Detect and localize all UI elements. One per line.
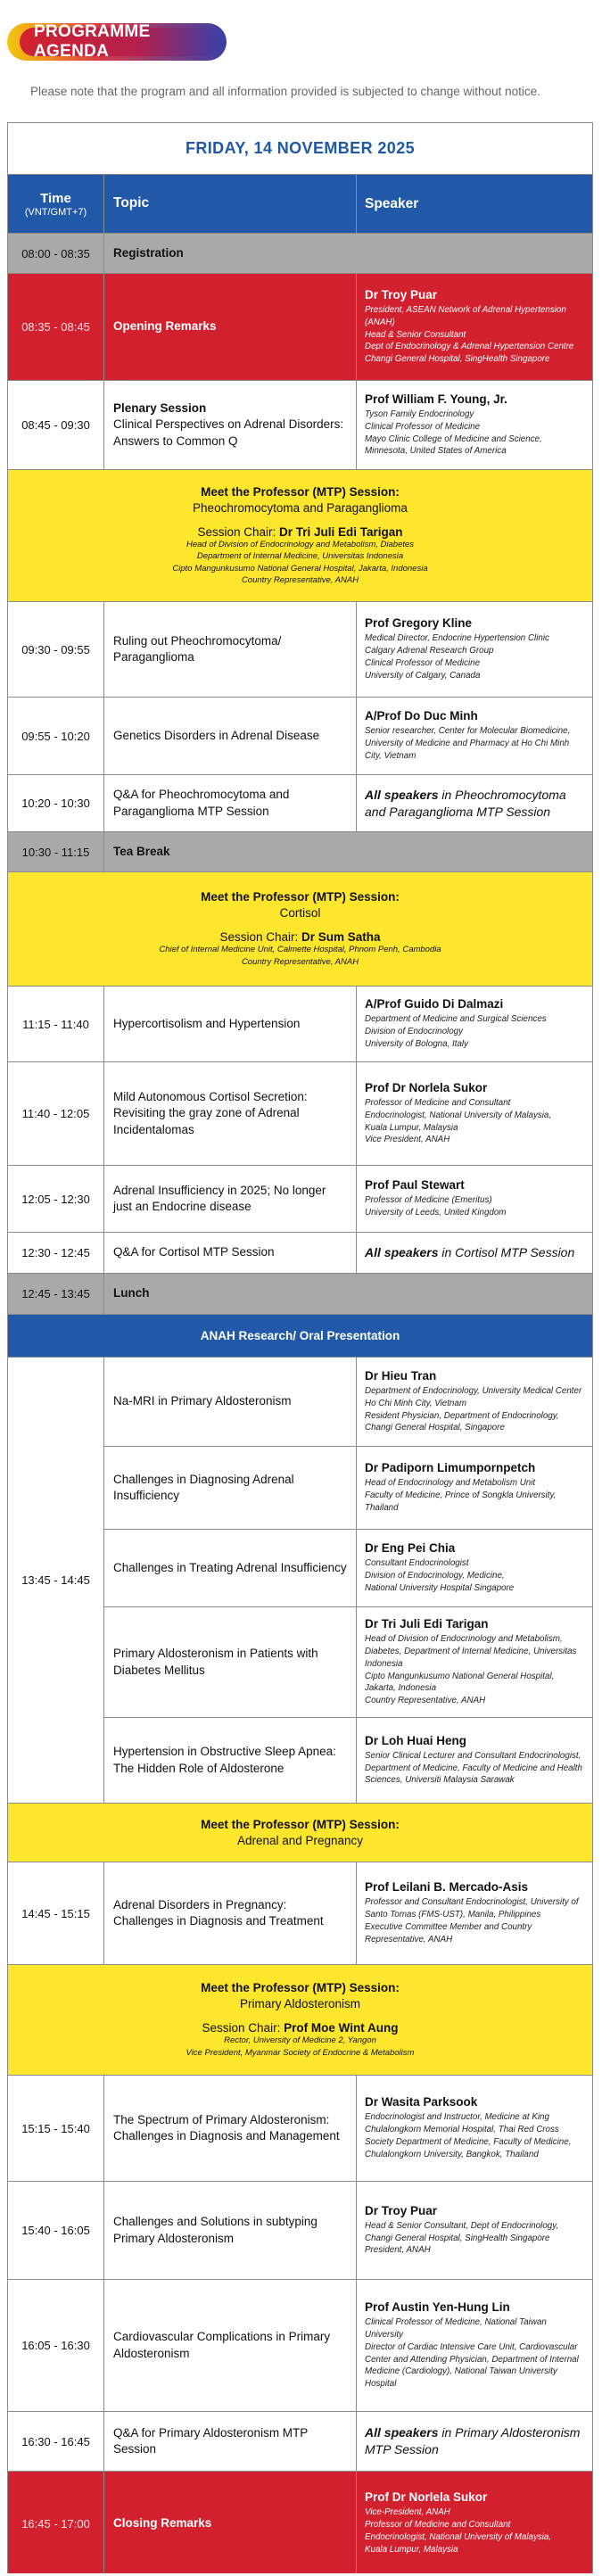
speaker-name: Dr Troy Puar [365,2203,438,2217]
mtp-session-banner: Meet the Professor (MTP) Session: Cortisol Session Chair: Dr Sum Satha Chief of Internal Medicine Unit, Calmette Hospital, Phnom Penh, Cambodia Country Representative, ANAH [8,872,592,987]
session-time: 13:45 - 14:45 [8,1358,104,1804]
session-topic: Genetics Disorders in Adrenal Disease [104,698,357,774]
research-item [104,1530,592,1607]
session-time: 08:00 - 08:35 [8,234,104,273]
time-column-header: Time (VNT/GMT+7) [8,175,104,233]
speaker-info: Dr Tri Juli Edi Tarigan Head of Division of Endocrinology and Metabolism, Diabetes, Department of Internal Medicine, Universitas Indonesia Cipto Mangunkusumo National General Hospital, Jakarta, Indonesia Country Representative, ANAH [357,1607,592,1717]
speaker-info: Prof Dr Norlela Sukor Professor of Medicine and Consultant Endocrinologist, National University of Malaysia, Kuala Lumpur, Malaysia Vice President, ANAH [357,1062,592,1165]
speaker-info: Prof Austin Yen-Hung Lin Clinical Professor of Medicine, National Taiwan University Director of Cardiac Intensive Care Unit, Cardiovascular Center and Attending Physician, Department of Internal Medicine (Cardiology), National Taiwan University Hospital [357,2280,592,2411]
session-time: 08:35 - 08:45 [8,274,104,380]
agenda-title-badge [7,23,227,61]
session-topic: Challenges and Solutions in subtyping Primary Aldosteronism [104,2182,357,2279]
speaker-info: Prof Paul Stewart Professor of Medicine (Emeritus) University of Leeds, United Kingdom [357,1166,592,1232]
tea-break-row [8,832,592,872]
speaker-info: A/Prof Guido Di Dalmazi Department of Medicine and Surgical Sciences Division of Endocrinology University of Bologna, Italy [357,987,592,1061]
session-time: 14:45 - 15:15 [8,1862,104,1964]
session-time: 10:20 - 10:30 [8,775,104,831]
session-row [8,2280,592,2412]
session-topic: Challenges in Treating Adrenal Insufficiency [104,1530,357,1606]
research-item [104,1358,592,1447]
speaker-name: Prof William F. Young, Jr. [365,392,507,406]
session-time: 09:55 - 10:20 [8,698,104,774]
speaker-info: Prof Leilani B. Mercado-Asis Professor and Consultant Endocrinologist, University of Santo Tomas (FMS-UST), Manila, Philippines Executive Committee Member and Country Representative, ANAH [357,1862,592,1964]
speaker-name: Dr Eng Pei Chia [365,1541,456,1556]
session-row [8,2182,592,2280]
session-row [8,1166,592,1233]
agenda-table [7,122,593,2573]
speaker-info: Dr Padiporn Limumpornpetch Head of Endocrinology and Metabolism Unit Faculty of Medicine, Prince of Songkla University, Thailand [357,1447,592,1529]
session-row [8,698,592,775]
speaker-name: A/Prof Guido Di Dalmazi [365,997,504,1011]
session-topic: Plenary Session Clinical Perspectives on Adrenal Disorders: Answers to Common Q [104,381,357,469]
mtp-session-banner: Meet the Professor (MTP) Session: Pheochromocytoma and Paraganglioma Session Chair: Dr Tri Juli Edi Tarigan Head of Division of Endocrinology and Metabolism, Diabetes Department of Internal Medicine, Universitas Indonesia Cipto Mangunkusumo National General Hospital, Jakarta, Indonesia Country Representative, ANAH [8,470,592,602]
speaker-info: All speakers in Primary Aldosteronism MTP Session [365,2425,581,2456]
speaker-info: Dr Loh Huai Heng Senior Clinical Lecturer and Consultant Endocrinologist, Department of Medicine, Faculty of Medicine and Health Sciences, Universiti Malaysia Sarawak [357,1718,592,1803]
session-topic: Ruling out Pheochromocytoma/ Paraganglioma [104,602,357,697]
session-time: 08:45 - 09:30 [8,381,104,469]
speaker-name: Prof Dr Norlela Sukor [365,2490,488,2505]
mtp-session-banner: Meet the Professor (MTP) Session: Primary Aldosteronism Session Chair: Prof Moe Wint Aung Rector, University of Medicine 2, Yangon Vice President, Myanmar Society of Endocrine & Metabolism [8,1965,592,2076]
speaker-name: Dr Wasita Parksook [365,2095,478,2110]
session-topic: Adrenal Disorders in Pregnancy: Challenges in Diagnosis and Treatment [104,1862,357,1964]
session-time: 15:15 - 15:40 [8,2076,104,2181]
session-topic: Hypertension in Obstructive Sleep Apnea: The Hidden Role of Aldosterone [104,1718,357,1803]
session-topic: Adrenal Insufficiency in 2025; No longer just an Endocrine disease [104,1166,357,1232]
speaker-info: Prof Dr Norlela Sukor Vice-President, ANAH Professor of Medicine and Consultant Endocrinologist, National University of Malaysia, Kuala Lumpur, Malaysia [357,2472,592,2573]
speaker-info: All speakers in Pheochromocytoma and Paraganglioma MTP Session [365,787,566,819]
speaker-name: Dr Tri Juli Edi Tarigan [365,1616,489,1631]
speaker-info: Prof William F. Young, Jr. Tyson Family Endocrinology Clinical Professor of Medicine Mayo Clinic College of Medicine and Science, Minnesota, United States of America [357,381,592,469]
day-title: FRIDAY, 14 NOVEMBER 2025 [8,123,592,175]
session-time: 11:40 - 12:05 [8,1062,104,1165]
research-item [104,1718,592,1804]
speaker-info: Dr Hieu Tran Department of Endocrinology, University Medical Center Ho Chi Minh City, Vietnam Resident Physician, Department of Endocrinology, Changi General Hospital, Singapore [357,1358,592,1446]
session-topic: Registration [113,245,184,260]
lunch-row [8,1274,592,1315]
research-item [104,1447,592,1530]
table-header [8,175,592,234]
session-topic: Opening Remarks [104,274,357,380]
session-topic: Challenges in Diagnosing Adrenal Insufficiency [104,1447,357,1529]
qa-row [8,2412,592,2472]
speaker-name: Prof Gregory Kline [365,616,473,631]
session-time: 16:05 - 16:30 [8,2280,104,2411]
session-topic: Na-MRI in Primary Aldosteronism [104,1358,357,1446]
speaker-info: Dr Troy Puar Head & Senior Consultant, Dept of Endocrinology, Changi General Hospital, SingHealth Singapore President, ANAH [357,2182,592,2279]
session-topic: Primary Aldosteronism in Patients with Diabetes Mellitus [104,1607,357,1717]
mtp-session-banner: Meet the Professor (MTP) Session: Adrenal and Pregnancy [8,1804,592,1862]
speaker-info: Prof Gregory Kline Medical Director, Endocrine Hypertension Clinic Calgary Adrenal Research Group Clinical Professor of Medicine University of Calgary, Canada [357,602,592,697]
agenda-title: PROGRAMME AGENDA [20,28,219,56]
speaker-name: Prof Leilani B. Mercado-Asis [365,1880,529,1895]
plenary-row [8,381,592,470]
change-notice: Please note that the program and all information provided is subjected to change without notice. [30,85,540,98]
session-time: 16:30 - 16:45 [8,2412,104,2471]
session-topic: Q&A for Cortisol MTP Session [104,1233,357,1273]
qa-row [8,1233,592,1274]
session-row [8,1862,592,1965]
session-topic: Q&A for Primary Aldosteronism MTP Session [104,2412,357,2471]
speaker-column-header: Speaker [365,195,419,211]
session-topic: The Spectrum of Primary Aldosteronism: Challenges in Diagnosis and Management [104,2076,357,2181]
opening-remarks-row [8,274,592,381]
speaker-name: Dr Troy Puar [365,287,438,301]
speaker-name: Prof Paul Stewart [365,1178,465,1193]
session-time: 16:45 - 17:00 [8,2472,104,2573]
qa-row [8,775,592,832]
speaker-info: Dr Wasita Parksook Endocrinologist and Instructor, Medicine at King Chulalongkorn Memorial Hospital, Thai Red Cross Society Department of Medicine, Faculty of Medicine, Chulalongkorn University, Bangkok, Thailand [357,2076,592,2181]
session-topic: Lunch [113,1286,150,1300]
speaker-name: Prof Austin Yen-Hung Lin [365,2299,510,2314]
speaker-name: Dr Loh Huai Heng [365,1733,466,1747]
speaker-name: A/Prof Do Duc Minh [365,709,478,723]
speaker-name: Dr Hieu Tran [365,1368,437,1383]
research-session-banner: ANAH Research/ Oral Presentation [8,1315,592,1358]
session-time: 09:30 - 09:55 [8,602,104,697]
session-time: 12:45 - 13:45 [8,1274,104,1314]
speaker-info: A/Prof Do Duc Minh Senior researcher, Center for Molecular Biomedicine, University of Medicine and Pharmacy at Ho Chi Minh City, Vietnam [357,698,592,774]
session-topic: Cardiovascular Complications in Primary Aldosteronism [104,2280,357,2411]
speaker-info: Dr Troy Puar President, ASEAN Network of Adrenal Hypertension (ANAH) Head & Senior Consultant Dept of Endocrinology & Adrenal Hypertension Centre Changi General Hospital, SingHealth Singapore [357,274,592,380]
session-topic: Q&A for Pheochromocytoma and Paraganglioma MTP Session [104,775,357,831]
speaker-info: Dr Eng Pei Chia Consultant Endocrinologist Division of Endocrinology, Medicine, National University Hospital Singapore [357,1530,592,1606]
session-topic: Closing Remarks [104,2472,357,2573]
session-time: 11:15 - 11:40 [8,987,104,1061]
registration-row [8,234,592,274]
session-time: 12:30 - 12:45 [8,1233,104,1273]
research-item [104,1607,592,1718]
session-time: 10:30 - 11:15 [8,832,104,871]
topic-column-header: Topic [104,175,357,233]
session-topic: Tea Break [113,844,170,858]
session-row [8,2076,592,2182]
session-row [8,1062,592,1166]
session-row [8,602,592,698]
session-time: 15:40 - 16:05 [8,2182,104,2279]
session-time: 12:05 - 12:30 [8,1166,104,1232]
session-topic: Hypercortisolism and Hypertension [104,987,357,1061]
session-row [8,987,592,1062]
speaker-info: All speakers in Cortisol MTP Session [365,1245,575,1260]
closing-remarks-row [8,2472,592,2573]
session-topic: Mild Autonomous Cortisol Secretion: Revisiting the gray zone of Adrenal Incidentalomas [104,1062,357,1165]
speaker-name: Dr Padiporn Limumpornpetch [365,1461,536,1475]
speaker-name: Prof Dr Norlela Sukor [365,1080,488,1094]
